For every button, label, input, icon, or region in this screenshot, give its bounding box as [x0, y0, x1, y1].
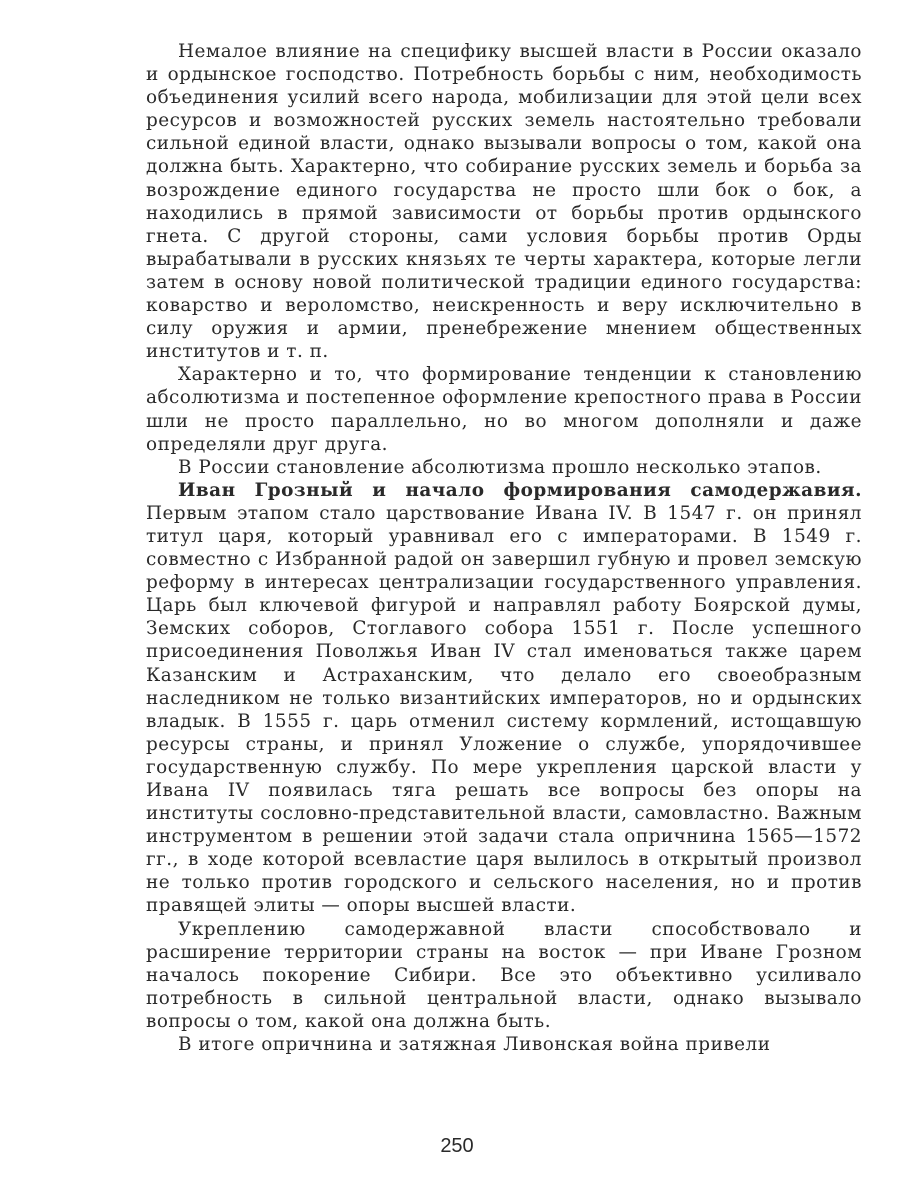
paragraph-expansion-east: Укреплению самодержавной власти способствовало и расширение территории страны на восток — при Иване Грозном началось покорение Сибири. Все это объективно усиливало потребность в сильной центральной власти, однако вызывало вопросы о том, какой она должна быть.: [146, 918, 862, 1032]
paragraph-ivan-grozny: [146, 479, 862, 918]
section-heading-ivan-grozny: Иван Грозный и начало формирования самодержавия.: [178, 479, 862, 501]
page-text-block: [146, 40, 862, 1056]
page-number: 250: [440, 1135, 474, 1157]
paragraph-orda-influence: Немалое влияние на специфику высшей власти в России оказало и ордынское господство. Потребность борьбы с ним, необходимость объединения усилий всего народа, мобилизации для этой цели всех ресурсов и возможностей русских земель настоятельно требовали сильной единой власти, однако вызывали вопросы о том, какой она должна быть. Характерно, что собирание русских земель и борьба за возрождение единого государства не просто шли бок о бок, а находились в прямой зависимости от борьбы против ордынского гнета. С другой стороны, сами условия борьбы против Орды вырабатывали в русских князьях те черты характера, которые легли затем в основу новой политической традиции единого государства: коварство и вероломство, неискренность и веру исключительно в силу оружия и армии, пренебрежение мнением общественных институтов и т. п.: [146, 41, 862, 363]
paragraph-absolutism-serfdom: Характерно и то, что формирование тенденции к становлению абсолютизма и постепенное оформление крепостного права в России шли не просто параллельно, но во многом дополняли и даже определяли друг друга.: [146, 364, 862, 455]
paragraph-ivan-grozny-body: Первым этапом стало царствование Ивана IV. В 1547 г. он принял титул царя, который уравнивал его с императорами. В 1549 г. совместно с Избранной радой он завершил губную и провел земскую реформу в интересах централизации государственного управления. Царь был ключевой фигурой и направлял работу Боярской думы, Земских соборов, Стоглавого собора 1551 г. После успешного присоединения Поволжья Иван IV стал именоваться также царем Казанским и Астраханским, что делало его своеобразным наследником не только византийских императоров, но и ордынских владык. В 1555 г. царь отменил систему кормлений, истощавшую ресурсы страны, и принял Уложение о службе, упорядочившее государственную службу. По мере укрепления царской власти у Ивана IV появилась тяга решать все вопросы без опоры на институты сословно-представительной власти, самовластно. Важным инструментом в решении этой задачи стала опричнина 1565—1572 гг., в ходе которой всевластие царя вылилось в открытый произвол не только против городского и сельского населения, но и против правящей элиты — опоры высшей власти.: [146, 502, 862, 917]
paragraph-oprichnina-result: В итоге опричнина и затяжная Ливонская война привели: [178, 1034, 771, 1056]
paragraph-stages: В России становление абсолютизма прошло несколько этапов.: [178, 456, 822, 478]
